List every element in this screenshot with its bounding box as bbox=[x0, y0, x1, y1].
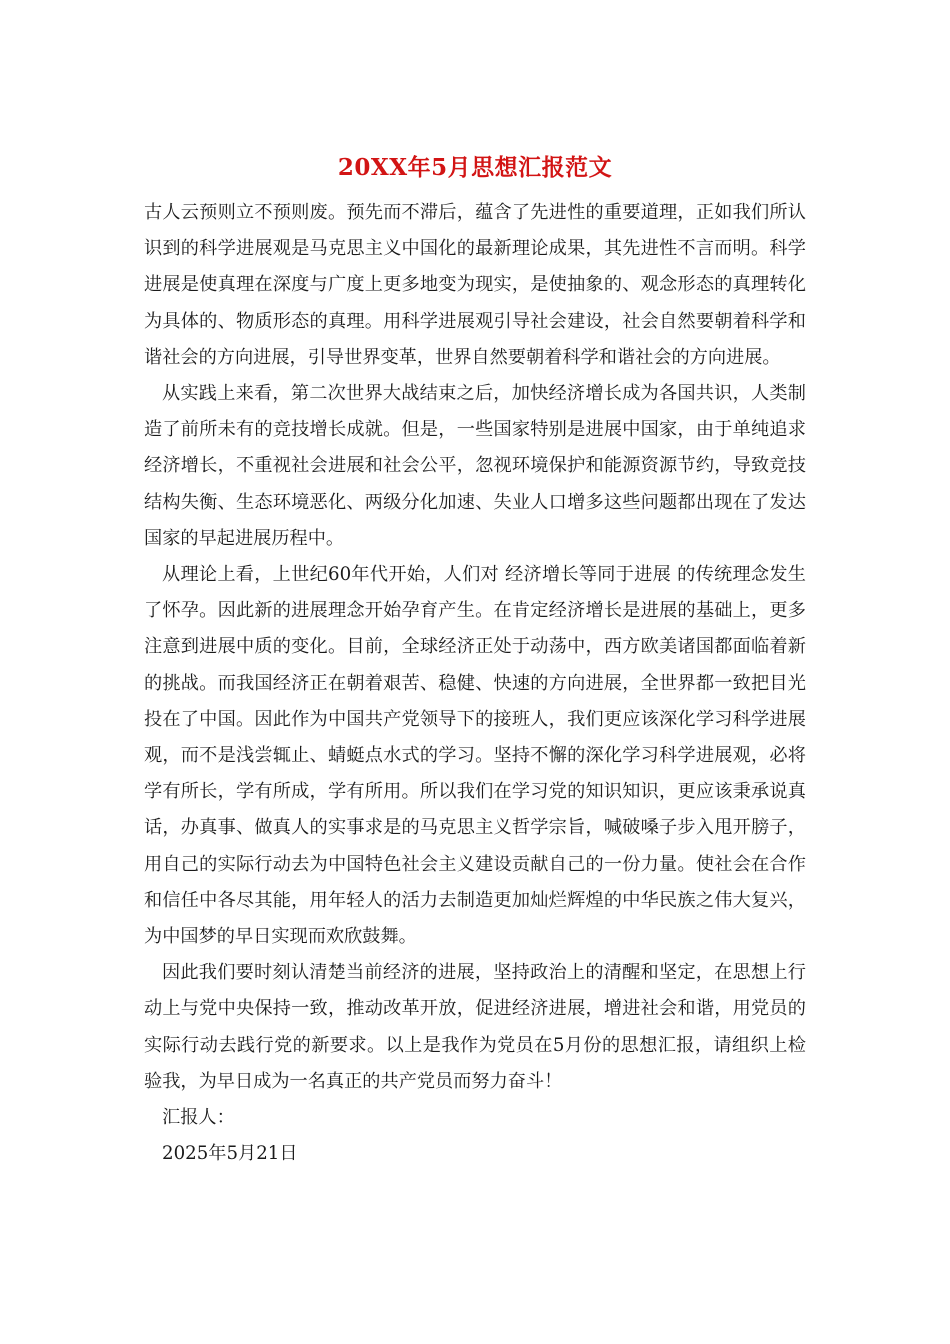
paragraph-2: 从实践上来看，第二次世界大战结束之后，加快经济增长成为各国共识，人类制造了前所未有的竞技增长成就。但是，一些国家特别是进展中国家，由于单纯追求经济增长，不重视社会进展和社会公平，忽视环境保护和能源资源节约，导致竞技结构失衡、生态环境恶化、两级分化加速、失业人口增多这些问题都出现在了发达国家的早起进展历程中。 bbox=[144, 383, 806, 549]
signature-label: 汇报人： bbox=[162, 1107, 235, 1129]
document-body bbox=[144, 195, 806, 1172]
report-date: 2025年5月21日 bbox=[162, 1143, 298, 1165]
paragraph-3: 从理论上看，上世纪60年代开始，人们对 经济增长等同于进展 的传统理念发生了怀孕。因此新的进展理念开始孕育产生。在肯定经济增长是进展的基础上，更多注意到进展中质的变化。目前，全球经济正处于动荡中，西方欧美诸国都面临着新的挑战。而我国经济正在朝着艰苦、稳健、快速的方向进展，全世界都一致把目光投在了中国。因此作为中国共产党领导下的接班人，我们更应该深化学习科学进展观，而不是浅尝辄止、蜻蜓点水式的学习。坚持不懈的深化学习科学进展观，必将学有所长，学有所成，学有所用。所以我们在学习党的知识知识，更应该秉承说真话，办真事、做真人的实事求是的马克思主义哲学宗旨，喊破嗓子步入甩开膀子，用自己的实际行动去为中国特色社会主义建设贡献自己的一份力量。使社会在合作和信任中各尽其能，用年轻人的活力去制造更加灿烂辉煌的中华民族之伟大复兴，为中国梦的早日实现而欢欣鼓舞。 bbox=[144, 564, 806, 948]
paragraph-1: 古人云预则立不预则废。预先而不滞后，蕴含了先进性的重要道理，正如我们所认识到的科学进展观是马克思主义中国化的最新理论成果，其先进性不言而明。科学进展是使真理在深度与广度上更多地变为现实，是使抽象的、观念形态的真理转化为具体的、物质形态的真理。用科学进展观引导社会建设，社会自然要朝着科学和谐社会的方向进展，引导世界变革，世界自然要朝着科学和谐社会的方向进展。 bbox=[144, 202, 806, 368]
document-title: 20XX年5月思想汇报范文 bbox=[337, 154, 613, 181]
paragraph-4: 因此我们要时刻认清楚当前经济的进展，坚持政治上的清醒和坚定，在思想上行动上与党中央保持一致，推动改革开放，促进经济进展，增进社会和谐，用党员的实际行动去践行党的新要求。以上是我作为党员在5月份的思想汇报，请组织上检验我，为早日成为一名真正的共产党员而努力奋斗！ bbox=[144, 962, 806, 1092]
